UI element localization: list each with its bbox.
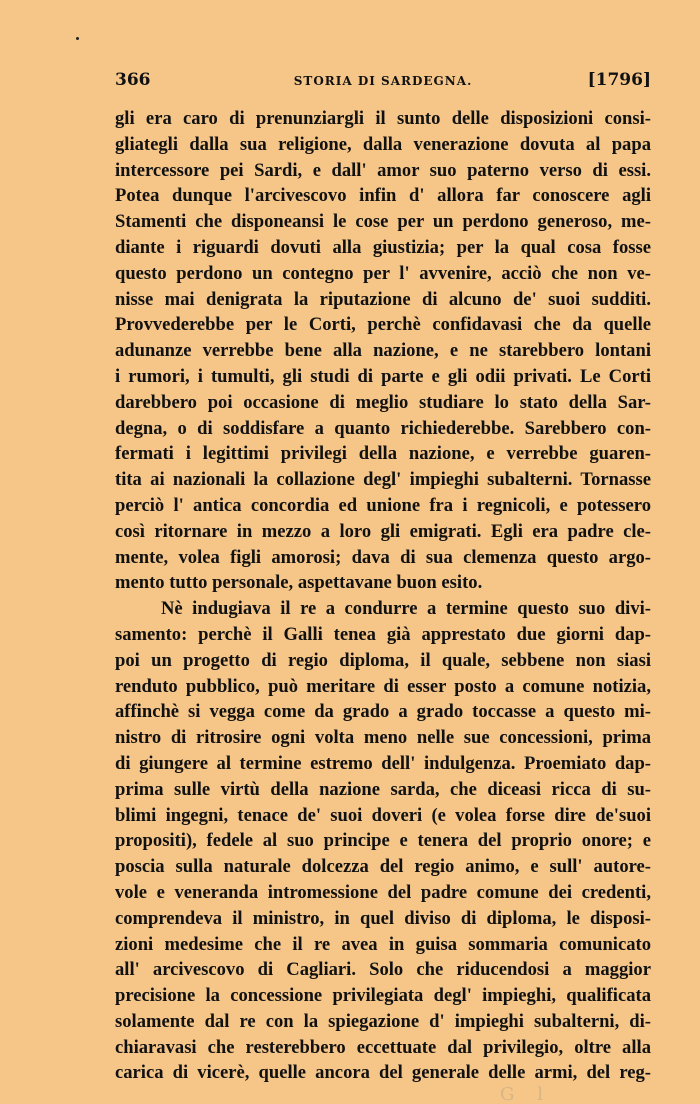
text-line: perciò l' antica concordia ed unione fra i regnicoli, e potessero (115, 494, 651, 516)
text-line: i rumori, i tumulti, gli studi di parte e gli odii privati. Le Corti (115, 365, 651, 387)
ink-speck (76, 37, 79, 40)
text-line: vole e veneranda intromessione del padre comune dei credenti, (115, 881, 651, 903)
running-title: STORIA DI SARDEGNA. (293, 74, 473, 88)
text-line: affinchè si vegga come da grado a grado toccasse a questo mi- (115, 701, 651, 723)
text-line: gli era caro di prenunziargli il sunto delle disposizioni consi- (115, 108, 651, 129)
text-line: Potea dunque l'arcivescovo infin d' allora far conoscere agli (115, 185, 651, 207)
text-line: solamente dal re con la spiegazione d' impieghi subalterni, di- (115, 1010, 651, 1032)
text-line: propositi), fedele al suo principe e tenera del proprio onore; e (115, 830, 651, 852)
text-line: così ritornare in mezzo a loro gli emigrati. Egli era padre cle- (115, 520, 651, 542)
running-head (115, 70, 651, 96)
text-line: renduto pubblico, può meritare di esser posto a comune notizia, (115, 675, 651, 697)
text-line: Provvederebbe per le Corti, perchè confidavasi che da quelle (115, 314, 651, 336)
text-line: zioni medesime che il re avea in guisa sommaria comunicato (115, 933, 651, 955)
text-line: prima sulle virtù della nazione sarda, che diceasi ricca di su- (115, 778, 651, 800)
text-line: chiaravasi che resterebbero eccettuate dal privilegio, oltre alla (115, 1036, 651, 1058)
body-text (115, 106, 651, 1086)
text-line: intercessore pei Sardi, e dall' amor suo paterno verso di essi. (115, 159, 651, 181)
text-line: tita ai nazionali la collazione degl' impieghi subalterni. Tornasse (115, 469, 651, 491)
scan-watermark: G l (500, 1084, 544, 1104)
text-line: precisione la concessione privilegiata degl' impieghi, qualificata (115, 985, 651, 1007)
text-line: samento: perchè il Galli tenea già apprestato due giorni dap- (115, 623, 651, 645)
text-line: questo perdono un contegno per l' avvenire, acciò che non ve- (115, 262, 651, 284)
text-line: blimi ingegni, tenace de' suoi doveri (e volea forse dire de'suoi (115, 804, 651, 826)
text-line: degna, o di soddisfare a quanto richiederebbe. Sarebbero con- (115, 417, 651, 439)
text-line: fermati i legittimi privilegi della nazione, e verrebbe guaren- (115, 443, 651, 465)
text-line: poi un progetto di regio diploma, il quale, sebbene non siasi (115, 649, 651, 671)
text-line: nistro di ritrosire ogni volta meno nelle sue concessioni, prima (115, 727, 651, 749)
text-line: mente, volea figli amorosi; dava di sua clemenza questo argo- (115, 546, 651, 568)
page-number: 366 (115, 70, 151, 90)
paragraph (115, 106, 651, 596)
text-line: adunanze verrebbe bene alla nazione, e ne starebbero lontani (115, 340, 651, 362)
text-line: mento tutto personale, aspettavane buon esito. (115, 572, 483, 594)
text-line: Stamenti che disponeansi le cose per un perdono generoso, me- (115, 211, 651, 233)
text-line: di giungere al termine estremo dell' indulgenza. Proemiato dap- (115, 752, 651, 774)
text-line: carica di vicerè, quelle ancora del generale delle armi, del reg- (115, 1062, 651, 1084)
text-line: gliategli dalla sua religione, dalla venerazione dovuta al papa (115, 133, 651, 155)
text-line: diante i riguardi dovuti alla giustizia; per la qual cosa fosse (115, 236, 651, 258)
paragraph (115, 596, 651, 1086)
year-marker: [1796] (587, 70, 651, 90)
text-line: nisse mai denigrata la riputazione di alcuno de' suoi sudditi. (115, 288, 651, 310)
text-line: comprendeva il ministro, in quel diviso di diploma, le disposi- (115, 907, 651, 929)
text-line: Nè indugiava il re a condurre a termine questo suo divi- (161, 598, 651, 620)
text-line: darebbero poi occasione di meglio studiare lo stato della Sar- (115, 391, 651, 413)
text-line: poscia sulla naturale dolcezza del regio animo, e sull' autore- (115, 856, 651, 878)
text-line: all' arcivescovo di Cagliari. Solo che riducendosi a maggior (115, 959, 651, 981)
